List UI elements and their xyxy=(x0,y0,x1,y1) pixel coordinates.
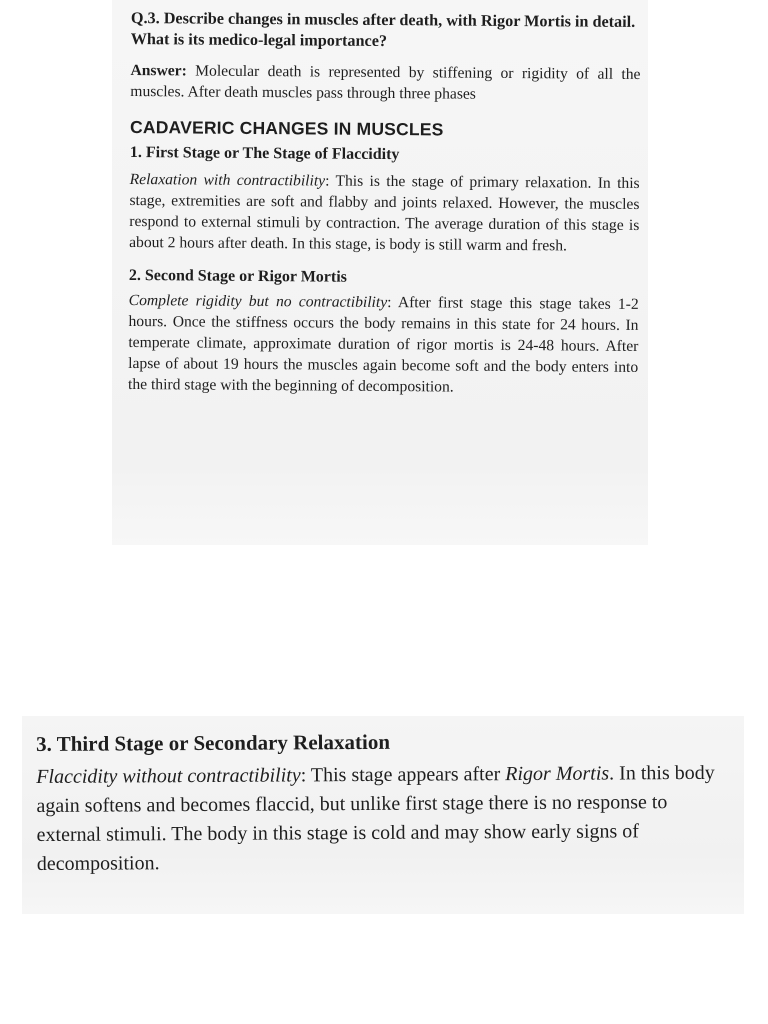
answer-label: Answer: xyxy=(130,61,187,80)
question-text: Describe changes in muscles after death, with Rigor Mortis in detail. What is its medico-legal importance? xyxy=(130,9,636,51)
stage3-text-after: . In this body again softens and becomes flaccid, but unlike first stage there is no response to external stimuli. The body in this stage is cold and may show early signs of decomposition. xyxy=(36,761,715,875)
stage1-lead: Relaxation with contractibility xyxy=(129,170,326,190)
section-title: CADAVERIC CHANGES IN MUSCLES xyxy=(129,116,444,140)
question-number: Q.3. xyxy=(130,8,160,28)
stage1-text: : This is the stage of primary relaxation. In this stage, extremities are soft and flabby and joints relaxed. However, the muscles respond to external stimuli by contraction. The average duration of this stage is about 2 hours after death. In this stage, is body is still warm and fresh. xyxy=(129,172,640,255)
stage3-text-before: : This stage appears after xyxy=(300,763,506,787)
top-text-block xyxy=(128,8,641,399)
stage2-paragraph xyxy=(128,290,639,399)
stage3-lead: Flaccidity without contractibility xyxy=(36,764,301,788)
stage3-heading: 3. Third Stage or Secondary Relaxation xyxy=(36,729,391,756)
stage2-text: : After first stage this stage takes 1-2 hours. Once the stiffness occurs the body remains in this state for 24 hours. In temperate climate, approximate duration of rigor mortis is 24-48 hours. After lapse of about 19 hours the muscles again become soft and the body enters into the third stage with the beginning of decomposition. xyxy=(127,294,639,396)
stage3-italic-term: Rigor Mortis xyxy=(505,762,610,786)
stage2-lead: Complete rigidity but no contractibility xyxy=(128,291,388,312)
answer-paragraph xyxy=(130,60,640,106)
stage1-paragraph xyxy=(129,169,640,257)
stage3-paragraph xyxy=(36,759,737,879)
question xyxy=(131,8,641,54)
bottom-text-block xyxy=(36,728,737,879)
stage2-heading: 2. Second Stage or Rigor Mortis xyxy=(128,266,348,286)
stage1-heading: 1. First Stage or The Stage of Flaccidity xyxy=(129,143,400,164)
answer-text: Molecular death is represented by stiffening or rigidity of all the muscles. After death muscles pass through three phases xyxy=(130,62,641,103)
